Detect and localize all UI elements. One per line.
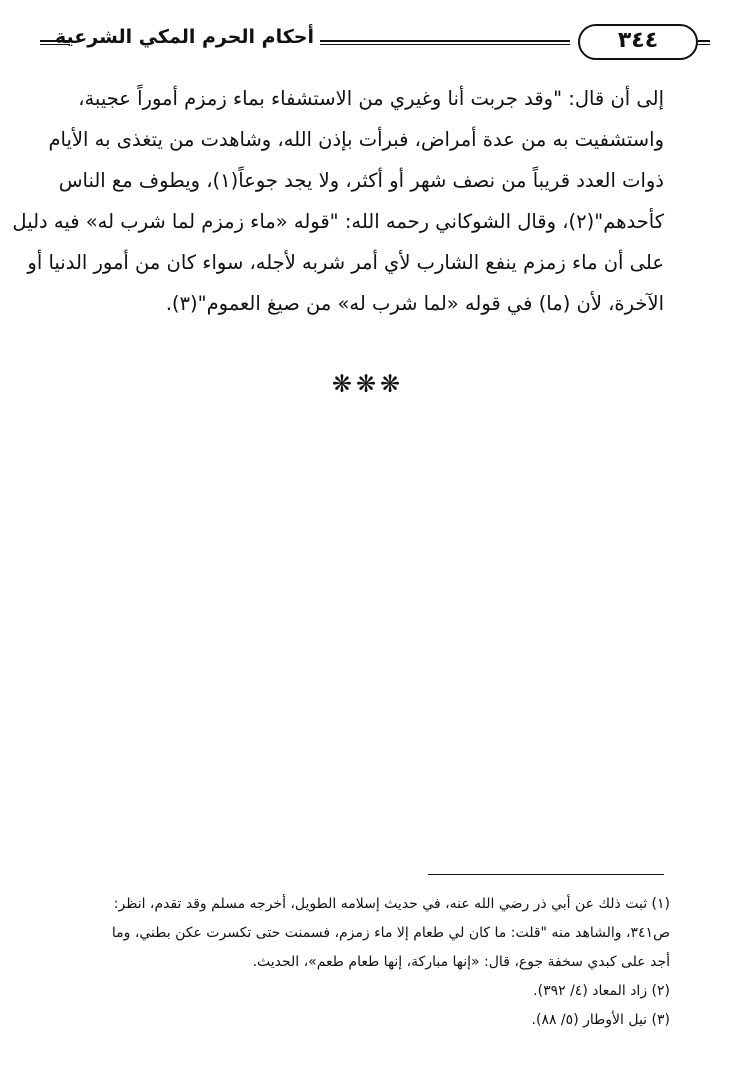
- body-line: ذوات العدد قريباً من نصف شهر أو أكثر، ولا يجد جوعاً(١)، ويطوف مع الناس: [58, 169, 664, 192]
- footnotes: [44, 890, 670, 1035]
- body-line: إلى أن قال: "وقد جربت أنا وغيري من الاستشفاء بماء زمزم أموراً عجيبة،: [78, 87, 664, 110]
- footnote-line: (٢) زاد المعاد (٤/ ٣٩٢).: [533, 983, 670, 999]
- running-header: [30, 22, 710, 62]
- footnote-rule: [428, 874, 664, 875]
- body-line: واستشفيت به من عدة أمراض، فبرأت بإذن الله، وشاهدت من يتغذى به الأيام: [48, 128, 664, 151]
- header-rule-right: [698, 40, 710, 45]
- header-title: أحكام الحرم المكي الشرعية: [55, 26, 314, 48]
- footnote-line: أجد على كبدي سخفة جوع، قال: «إنها مباركة، إنها طعام طعم»، الحديث.: [252, 954, 670, 970]
- body-line: على أن ماء زمزم ينفع الشارب لأي أمر شربه لأجله، سواء كان من أمور الدنيا أو: [27, 251, 664, 274]
- footnote-line: (١) ثبت ذلك عن أبي ذر رضي الله عنه، في حديث إسلامه الطويل، أخرجه مسلم وقد تقدم، انظر:: [113, 896, 670, 912]
- body-line: كأحدهم"(٢)، وقال الشوكاني رحمه الله: "قوله «ماء زمزم لما شرب له» فيه دليل: [12, 210, 664, 233]
- header-rule-middle: [320, 40, 570, 45]
- body-paragraph: [12, 78, 664, 324]
- page-number: ٣٤٤: [578, 24, 698, 60]
- body-line: الآخرة، لأن (ما) في قوله «لما شرب له» من صيغ العموم"(٣).: [165, 292, 664, 315]
- footnote-line: ص٣٤١، والشاهد منه "قلت: ما كان لي طعام إلا ماء زمزم، فسمنت حتى تكسرت عكن بطني، وما: [111, 925, 670, 941]
- section-separator: ❋❋❋: [331, 370, 405, 398]
- footnote-line: (٣) نيل الأوطار (٥/ ٨٨).: [531, 1012, 670, 1028]
